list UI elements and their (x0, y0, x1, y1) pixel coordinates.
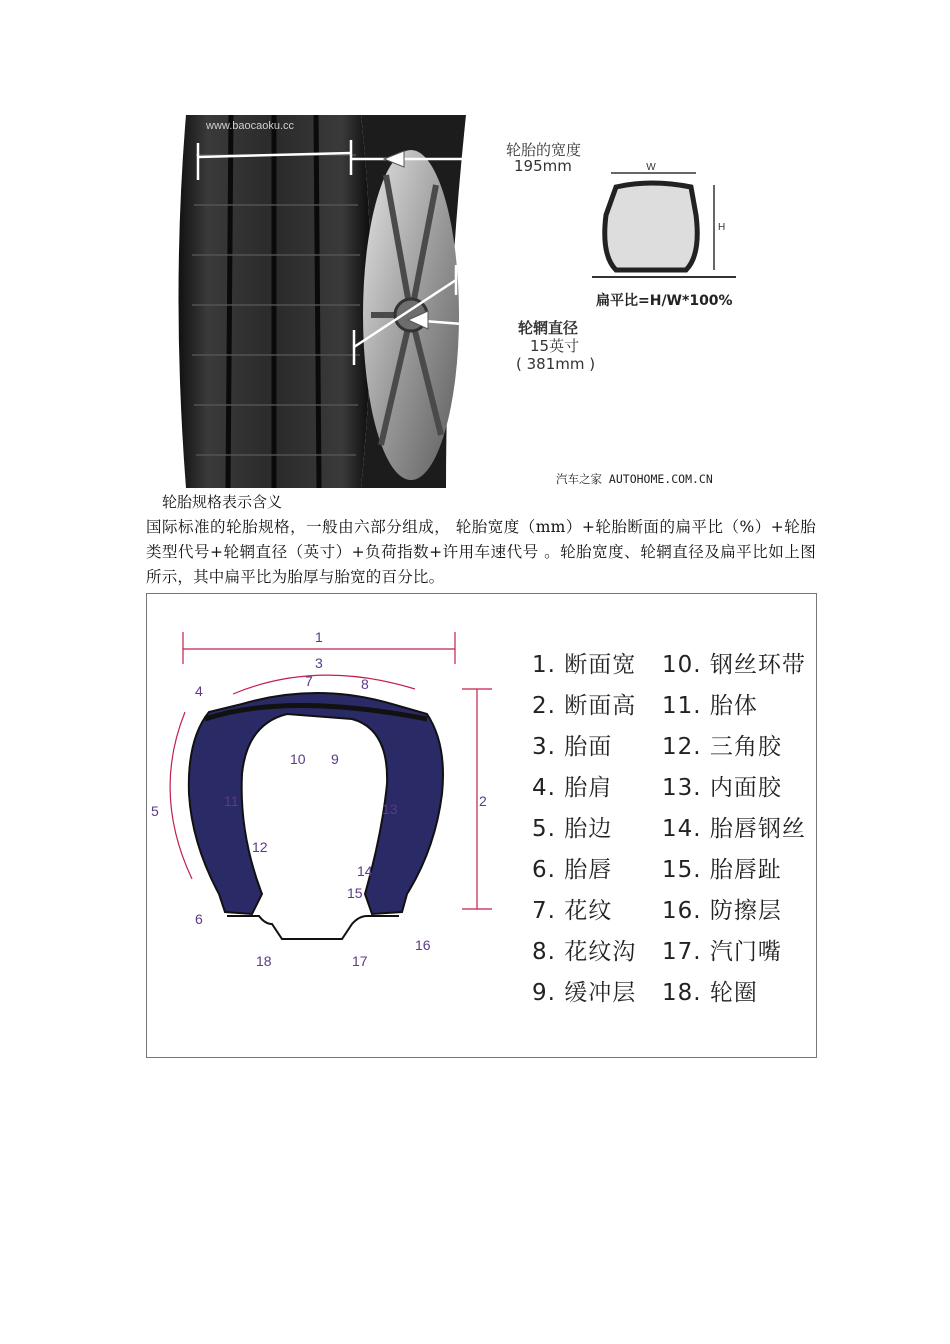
legend-item: 1. 断面宽 (532, 652, 637, 678)
watermark-bottom: 汽车之家 AUTOHOME.COM.CN (556, 472, 713, 486)
tire-cross-section-figure (146, 593, 817, 1058)
svg-text:4: 4 (195, 683, 203, 699)
rim-value-mm: ( 381mm ) (516, 355, 596, 373)
body-paragraph: 国际标准的轮胎规格，一般由六部分组成， 轮胎宽度（mm）+轮胎断面的扁平比（%）+轮胎类型代号+轮辋直径（英寸）+负荷指数+许用车速代号 。轮胎宽度、轮辋直径及扁平比如上图所示，其中扁平比为胎厚与胎宽的百分比。 (146, 518, 816, 586)
legend-item: 9. 缓冲层 (532, 980, 637, 1006)
rim-value-inch: 15英寸 (530, 337, 580, 355)
svg-text:16: 16 (415, 937, 431, 953)
svg-text:8: 8 (361, 676, 369, 692)
figure-caption: 轮胎规格表示含义 (162, 493, 283, 511)
svg-text:11: 11 (224, 793, 239, 809)
legend-item: 18. 轮圈 (662, 980, 758, 1006)
legend-item: 11. 胎体 (662, 693, 758, 719)
svg-text:13: 13 (382, 801, 398, 817)
legend-item: 15. 胎唇趾 (662, 857, 782, 883)
svg-text:1: 1 (315, 629, 323, 645)
rim-label: 轮辋直径 (518, 319, 579, 337)
svg-text:5: 5 (151, 803, 159, 819)
width-value: 195mm (514, 157, 572, 175)
svg-text:H: H (718, 222, 726, 233)
legend-item: 2. 断面高 (532, 693, 637, 719)
svg-text:6: 6 (195, 911, 203, 927)
legend-item: 5. 胎边 (532, 816, 613, 842)
svg-text:15: 15 (347, 885, 363, 901)
tire-photo-illustration (146, 115, 744, 488)
legend-item: 4. 胎肩 (532, 775, 613, 801)
legend-item: 6. 胎唇 (532, 857, 613, 883)
svg-text:7: 7 (305, 673, 313, 689)
legend-item: 12. 三角胶 (662, 734, 782, 760)
aspect-ratio-formula: 扁平比=H/W*100% (596, 293, 733, 309)
legend-item: 16. 防擦层 (662, 898, 782, 924)
legend-item: 10. 钢丝环带 (662, 652, 806, 678)
svg-text:2: 2 (479, 793, 487, 809)
legend-item: 8. 花纹沟 (532, 939, 637, 965)
svg-text:9: 9 (331, 751, 339, 767)
svg-text:17: 17 (352, 953, 368, 969)
legend-item: 17. 汽门嘴 (662, 939, 782, 965)
legend-item: 7. 花纹 (532, 898, 613, 924)
svg-text:3: 3 (315, 655, 323, 671)
svg-text:18: 18 (256, 953, 272, 969)
legend-item: 3. 胎面 (532, 734, 613, 760)
svg-text:10: 10 (290, 751, 306, 767)
tire-photo-figure (146, 115, 744, 488)
legend-item: 14. 胎唇钢丝 (662, 816, 806, 842)
svg-text:12: 12 (252, 839, 268, 855)
watermark-top: www.baocaoku.cc (206, 120, 295, 132)
svg-text:14: 14 (357, 863, 373, 879)
width-label: 轮胎的宽度 (506, 141, 582, 159)
legend-item: 13. 内面胶 (662, 775, 782, 801)
svg-text:W: W (646, 162, 656, 173)
